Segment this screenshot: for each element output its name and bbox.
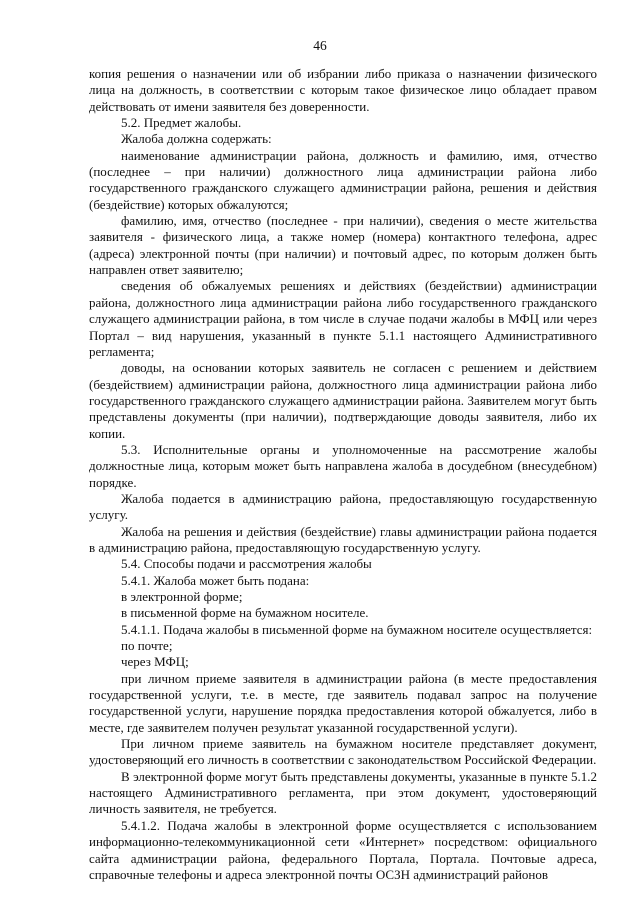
list-item-mfc: через МФЦ; [121,654,189,670]
paragraph-complaint-head: Жалоба на решения и действия (бездействие) главы администрации района подается в администрацию района, предоставляющую государственную услугу. [89,523,597,555]
paragraph-electronic-documents: В электронной форме могут быть представлены документы, указанные в пункте 5.1.2 настоящего Административного регламента, при этом документ, удостоверяющий личность заявителя, не требуется. [89,768,597,817]
paragraph-appealed-decisions: сведения об обжалуемых решениях и действиях (бездействии) администрации района, должностного лица администрации района либо государственного гражданского служащего администрации района, в том числе в случае подачи жалобы в МФЦ или через Портал – вид нарушения, указанный в пункте 5.1.1 настоящего Административного регламента; [89,278,597,359]
list-item-paper: в письменной форме на бумажном носителе. [121,605,369,621]
section-heading-5-3: 5.3. Исполнительные органы и уполномоченные на рассмотрение жалобы должностные лица, которым может быть направлена жалоба в досудебном (внесудебном) порядке. [89,441,597,490]
list-item-post: по почте; [121,638,173,654]
section-heading-5-2: 5.2. Предмет жалобы. [121,115,242,131]
paragraph-personal-reception: при личном приеме заявителя в администрации района (в месте предоставления государственной услуги, т.е. в месте, где заявитель подавал запрос на получение государственной услуги, нарушение порядка предоставления которой обжалуется, либо в месте, где заявителем получен результат указанной государственной услуги). [89,670,597,735]
paragraph-administration-name: наименование администрации района, должность и фамилию, имя, отчество (последнее – при наличии) должностного лица администрации района либо государственного гражданского служащего администрации района, решения и действия (бездействие) которых обжалуются; [89,147,597,212]
section-heading-5-4: 5.4. Способы подачи и рассмотрения жалобы [121,556,372,572]
document-body [89,66,597,883]
paragraph-complaint-filed: Жалоба подается в администрацию района, предоставляющую государственную услугу. [89,490,597,523]
paragraph-complaint-contents: Жалоба должна содержать: [121,131,272,147]
paragraph-identity-document: При личном приеме заявитель на бумажном носителе представляет документ, удостоверяющий его личность в соответствии с законодательством Российской Федерации. [89,736,597,768]
section-heading-5-4-1: 5.4.1. Жалоба может быть подана: [121,572,310,588]
paragraph-continuation-copy-decision: копия решения о назначении или об избрании либо приказа о назначении физического лица на должность, в соответствии с которым такое физическое лицо обладает правом действовать от имени заявителя без доверенности. [89,66,597,114]
paragraph-arguments: доводы, на основании которых заявитель не согласен с решением и действием (бездействием) администрации района, должностного лица администрации района либо государственного гражданского служащего администрации района. Заявителем могут быть представлены документы (при наличии), подтверждающие доводы заявителя, либо их копии. [89,360,597,441]
list-item-electronic: в электронной форме; [121,589,243,604]
section-heading-5-4-1-2: 5.4.1.2. Подача жалобы в электронной форме осуществляется с использованием информационно-телекоммуникационной сети «Интернет» посредством: официального сайта администрации района, федерального Портала, Портала. Почтовые адреса, справочные телефоны и адреса электронной почты ОСЗН администраций районов [89,817,597,882]
paragraph-applicant-details: фамилию, имя, отчество (последнее - при наличии), сведения о месте жительства заявителя - физического лица, а также номер (номера) контактного телефона, адрес (адреса) электронной почты (при наличии) и почтовый адрес, по которым должен быть направлен ответ заявителю; [89,213,597,278]
page-number: 46 [313,38,327,53]
section-heading-5-4-1-1: 5.4.1.1. Подача жалобы в письменной форме на бумажном носителе осуществляется: [121,621,593,637]
